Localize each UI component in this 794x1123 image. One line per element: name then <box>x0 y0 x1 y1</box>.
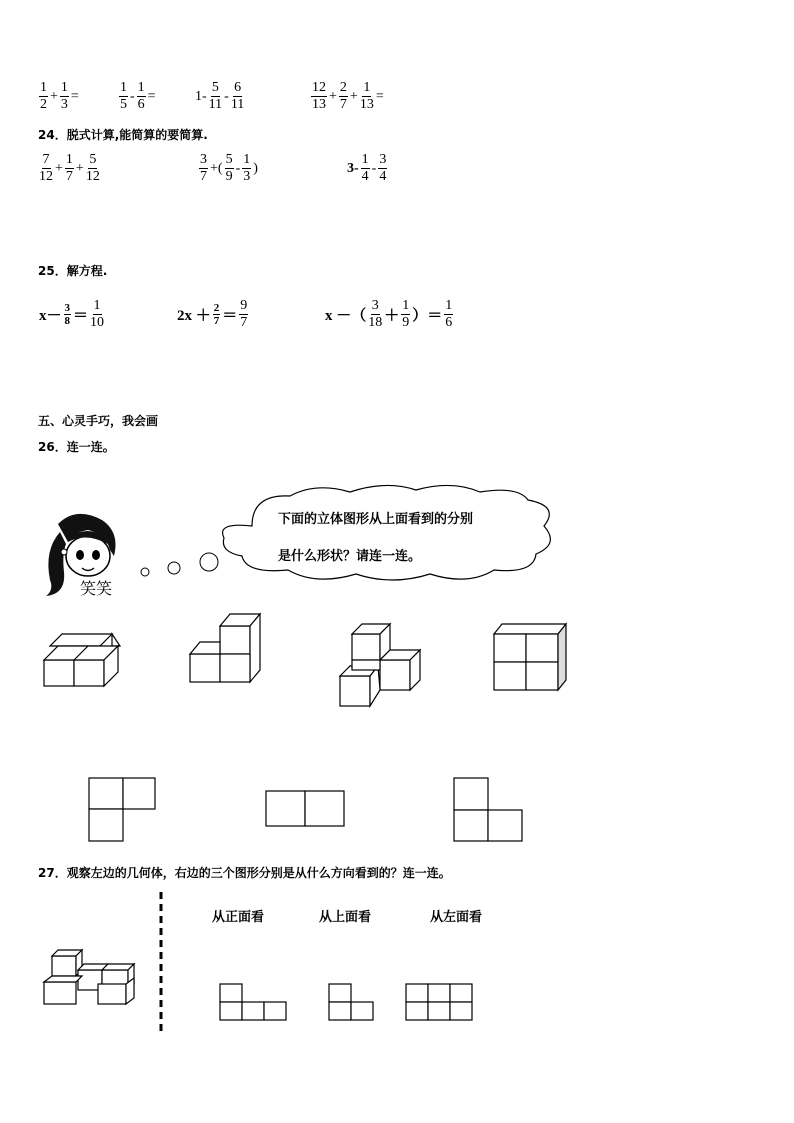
fraction: $\frac{1}{3}$ <box>243 152 251 184</box>
thought-bubble <box>140 486 580 586</box>
view-shape-3 <box>405 983 475 1023</box>
fraction: $\frac{1}{6}$ <box>137 80 145 112</box>
fraction: $\frac{5}{9}$ <box>225 152 233 184</box>
fraction: $\frac{7}{12}$ <box>39 152 53 184</box>
fraction: $\frac{6}{11}$ <box>230 80 245 112</box>
q24-heading: 24．脱式计算,能简算的要简算. <box>38 128 208 142</box>
q25-heading: 25．解方程. <box>38 264 108 278</box>
view-label-left: 从左面看 <box>430 910 483 925</box>
q23-expression-2: $\frac{1}{5}$ - $\frac{1}{6}$ = <box>120 80 156 112</box>
top-view-shape-1 <box>88 777 158 843</box>
fraction: $\frac{1}{10}$ <box>90 298 105 330</box>
fraction: $\frac{1}{4}$ <box>361 152 369 184</box>
fraction: $\frac{1}{5}$ <box>120 80 127 112</box>
view-label-front: 从正面看 <box>212 910 265 925</box>
q26-heading: 26．连一连。 <box>38 440 115 454</box>
bubble-text-line-2: 是什么形状？请连一连。 <box>278 549 422 564</box>
fraction: $\frac{1}{6}$ <box>445 298 453 330</box>
fraction: $\frac{1}{7}$ <box>65 152 73 184</box>
q24-expression-2: $\frac{3}{7}$ +( $\frac{5}{9}$ - $\frac{1}{3}$ ) <box>200 152 258 184</box>
q23-expression-1: $\frac{1}{2}$ + $\frac{1}{3}$ = <box>40 80 79 112</box>
q25-equation-3: x －（ $\frac{3}{18}$ ＋ $\frac{1}{9}$ ）＝ $\frac{1}{6}$ <box>325 298 453 330</box>
fraction: $\frac{9}{7}$ <box>240 298 248 330</box>
top-view-shape-3 <box>453 777 525 843</box>
q24-expression-3: 3- $\frac{1}{4}$ - $\frac{3}{4}$ <box>347 152 387 184</box>
q24-expression-1: $\frac{7}{12}$ + $\frac{1}{7}$ + $\frac{5}{12}$ <box>39 152 100 184</box>
q27-solid-figure <box>42 948 142 1006</box>
view-shape-1 <box>219 983 289 1023</box>
fraction: $\frac{2}{7}$ <box>339 80 347 112</box>
fraction: $\frac{1}{3}$ <box>60 80 68 112</box>
fraction: $\frac{3}{18}$ <box>368 298 383 330</box>
section-5-heading: 五、心灵手巧，我会画 <box>38 414 159 428</box>
fraction: $\frac{1}{9}$ <box>402 298 410 330</box>
solid-figure-4 <box>492 622 568 692</box>
view-shape-2 <box>328 983 376 1023</box>
fraction: $\frac{5}{11}$ <box>208 80 223 112</box>
fraction: $\frac{3}{4}$ <box>379 152 387 184</box>
view-label-top: 从上面看 <box>319 910 372 925</box>
dashed-divider <box>158 892 164 1034</box>
solid-figure-1 <box>42 632 122 688</box>
fraction: $\frac{1}{2}$ <box>40 80 47 112</box>
character-name: 笑笑 <box>80 579 113 598</box>
fraction: $\frac{3}{8}$ <box>64 302 71 327</box>
solid-figure-2 <box>188 612 264 686</box>
top-view-shape-2 <box>265 790 347 828</box>
q23-expression-3: 1- $\frac{5}{11}$ - $\frac{6}{11}$ <box>195 80 245 112</box>
q27-heading: 27．观察左边的几何体，右边的三个图形分别是从什么方向看到的？连一连。 <box>38 866 451 880</box>
fraction: $\frac{5}{12}$ <box>85 152 100 184</box>
bubble-text-line-1: 下面的立体图形从上面看到的分别 <box>278 512 474 527</box>
q25-equation-2: 2x ＋ $\frac{2}{7}$ ＝ $\frac{9}{7}$ <box>177 298 248 330</box>
q23-expression-4: $\frac{12}{13}$ + $\frac{2}{7}$ + $\frac{1}{13}$ = <box>312 80 384 112</box>
solid-figure-3 <box>338 622 430 708</box>
fraction: $\frac{1}{13}$ <box>359 80 374 112</box>
q25-equation-1: x－ $\frac{3}{8}$ ＝ $\frac{1}{10}$ <box>39 298 105 330</box>
fraction: $\frac{12}{13}$ <box>312 80 326 112</box>
fraction: $\frac{3}{7}$ <box>200 152 207 184</box>
fraction: $\frac{2}{7}$ <box>213 302 220 327</box>
